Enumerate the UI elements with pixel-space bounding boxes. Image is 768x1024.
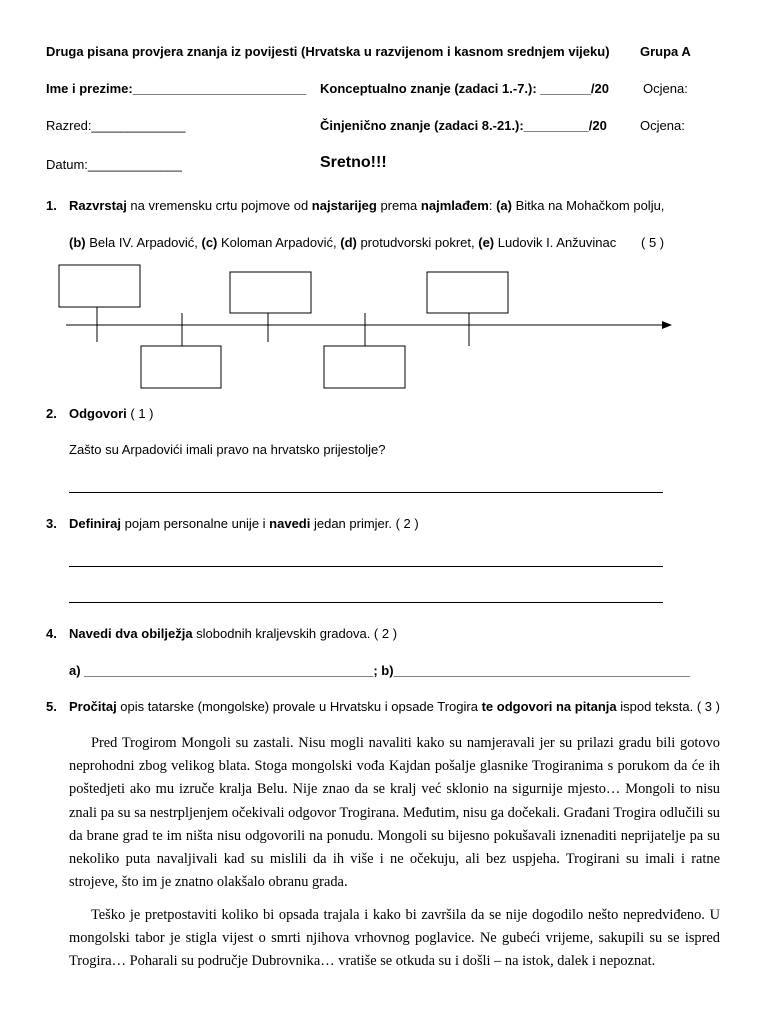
timeline-box-4 [324, 346, 405, 388]
name-field: Ime i prezime:________________________ [46, 81, 307, 96]
q4-number: 4. [46, 626, 57, 641]
q5-source-text-1 [69, 732, 720, 894]
date-field: Datum:_____________ [46, 157, 182, 172]
q5-text: Pročitaj opis tatarske (mongolske) provale u Hrvatsku i opsade Trogira te odgovori na pitanja ispod teksta. ( 3 ) [69, 699, 720, 714]
q1-points: ( 5 ) [641, 235, 665, 250]
q4-text: Navedi dva obilježja slobodnih kraljevskih gradova. ( 2 ) [69, 626, 398, 641]
timeline-box-3 [230, 272, 311, 313]
timeline-box-2 [141, 346, 221, 388]
q2-text: Odgovori ( 1 ) [69, 406, 154, 421]
timeline-box-5 [427, 272, 508, 313]
grade-label-1: Ocjena: [643, 81, 688, 96]
q5-source-text-2 [69, 904, 720, 974]
timeline-box-1 [59, 265, 140, 307]
q3-text: Definiraj pojam personalne unije i navedi jedan primjer. ( 2 ) [69, 516, 419, 531]
group-label: Grupa A [640, 44, 691, 59]
q5-paragraph-2: Teško je pretpostaviti koliko bi opsada trajala i kako bi završila da se nije dogodilo nešto nepredviđeno. U mongolski tabor je stigla vijest o smrti njihova vrhovnog poglavice. Ne gubeći vrijeme, sakupili su se ispred Trogira… Poharali su područje Dubrovnika… vratiše se otkuda su i došli – na istok, dalek i nepoznat. [69, 907, 720, 970]
q3-number: 3. [46, 516, 57, 531]
q1-text: Razvrstaj na vremensku crtu pojmove od najstarijeg prema najmlađem: (a) Bitka na Mohačkom polju, [69, 198, 665, 213]
q2-subquestion: Zašto su Arpadovići imali pravo na hrvatsko prijestolje? [69, 442, 386, 457]
q3-answer-line-1[interactable] [69, 566, 663, 567]
q2-number: 2. [46, 406, 57, 421]
timeline-arrowhead [662, 321, 672, 329]
good-luck: Sretno!!! [320, 154, 387, 171]
q1-text-line2: (b) Bela IV. Arpadović, (c) Koloman Arpadović, (d) protudvorski pokret, (e) Ludovik I. Anžuvinac [69, 235, 617, 250]
test-title: Druga pisana provjera znanja iz povijesti (Hrvatska u razvijenom i kasnom srednjem vijeku) [46, 44, 610, 59]
grade-label-2: Ocjena: [640, 118, 685, 133]
q1-number: 1. [46, 198, 57, 213]
q3-answer-line-2[interactable] [69, 602, 663, 603]
factual-score: Činjenično znanje (zadaci 8.-21.):_________/20 [320, 118, 607, 133]
q5-paragraph-1: Pred Trogirom Mongoli su zastali. Nisu mogli navaliti kako su namjeravali jer su prilazi gradu bili gotovo neprohodni zbog velikog blata. Stoga mongolski vođa Kajdan pošalje glasnike Trogiranima s porukom da će ih poštedjeti ako mu izruče kralja Belu. Nije znao da se kralj već sklonio na sigurnije mjesto… Mongoli to nisu znali pa su sa nestrpljenjem očekivali odgovor Trogirana. Međutim, nisu ga dočekali. Građani Trogira odlučili su da brane grad te im ništa nisu odgovorili na ponudu. Mongoli su bijesno pokušavali iznenaditi neprijatelje pa su nekoliko puta navaljivali kad su mislili da ih više i ne očekuju, ali bez uspjeha. Trogirani su imali i ratne strojeve, što im je znatno olakšalo obranu grada. [69, 735, 720, 891]
conceptual-score: Konceptualno znanje (zadaci 1.-7.): _______/20 [320, 81, 609, 96]
q2-answer-line[interactable] [69, 492, 663, 493]
class-field: Razred:_____________ [46, 118, 186, 133]
q5-number: 5. [46, 699, 57, 714]
q4-answer-lines[interactable]: a) ________________________________________; b)_________________________________________ [69, 663, 691, 678]
